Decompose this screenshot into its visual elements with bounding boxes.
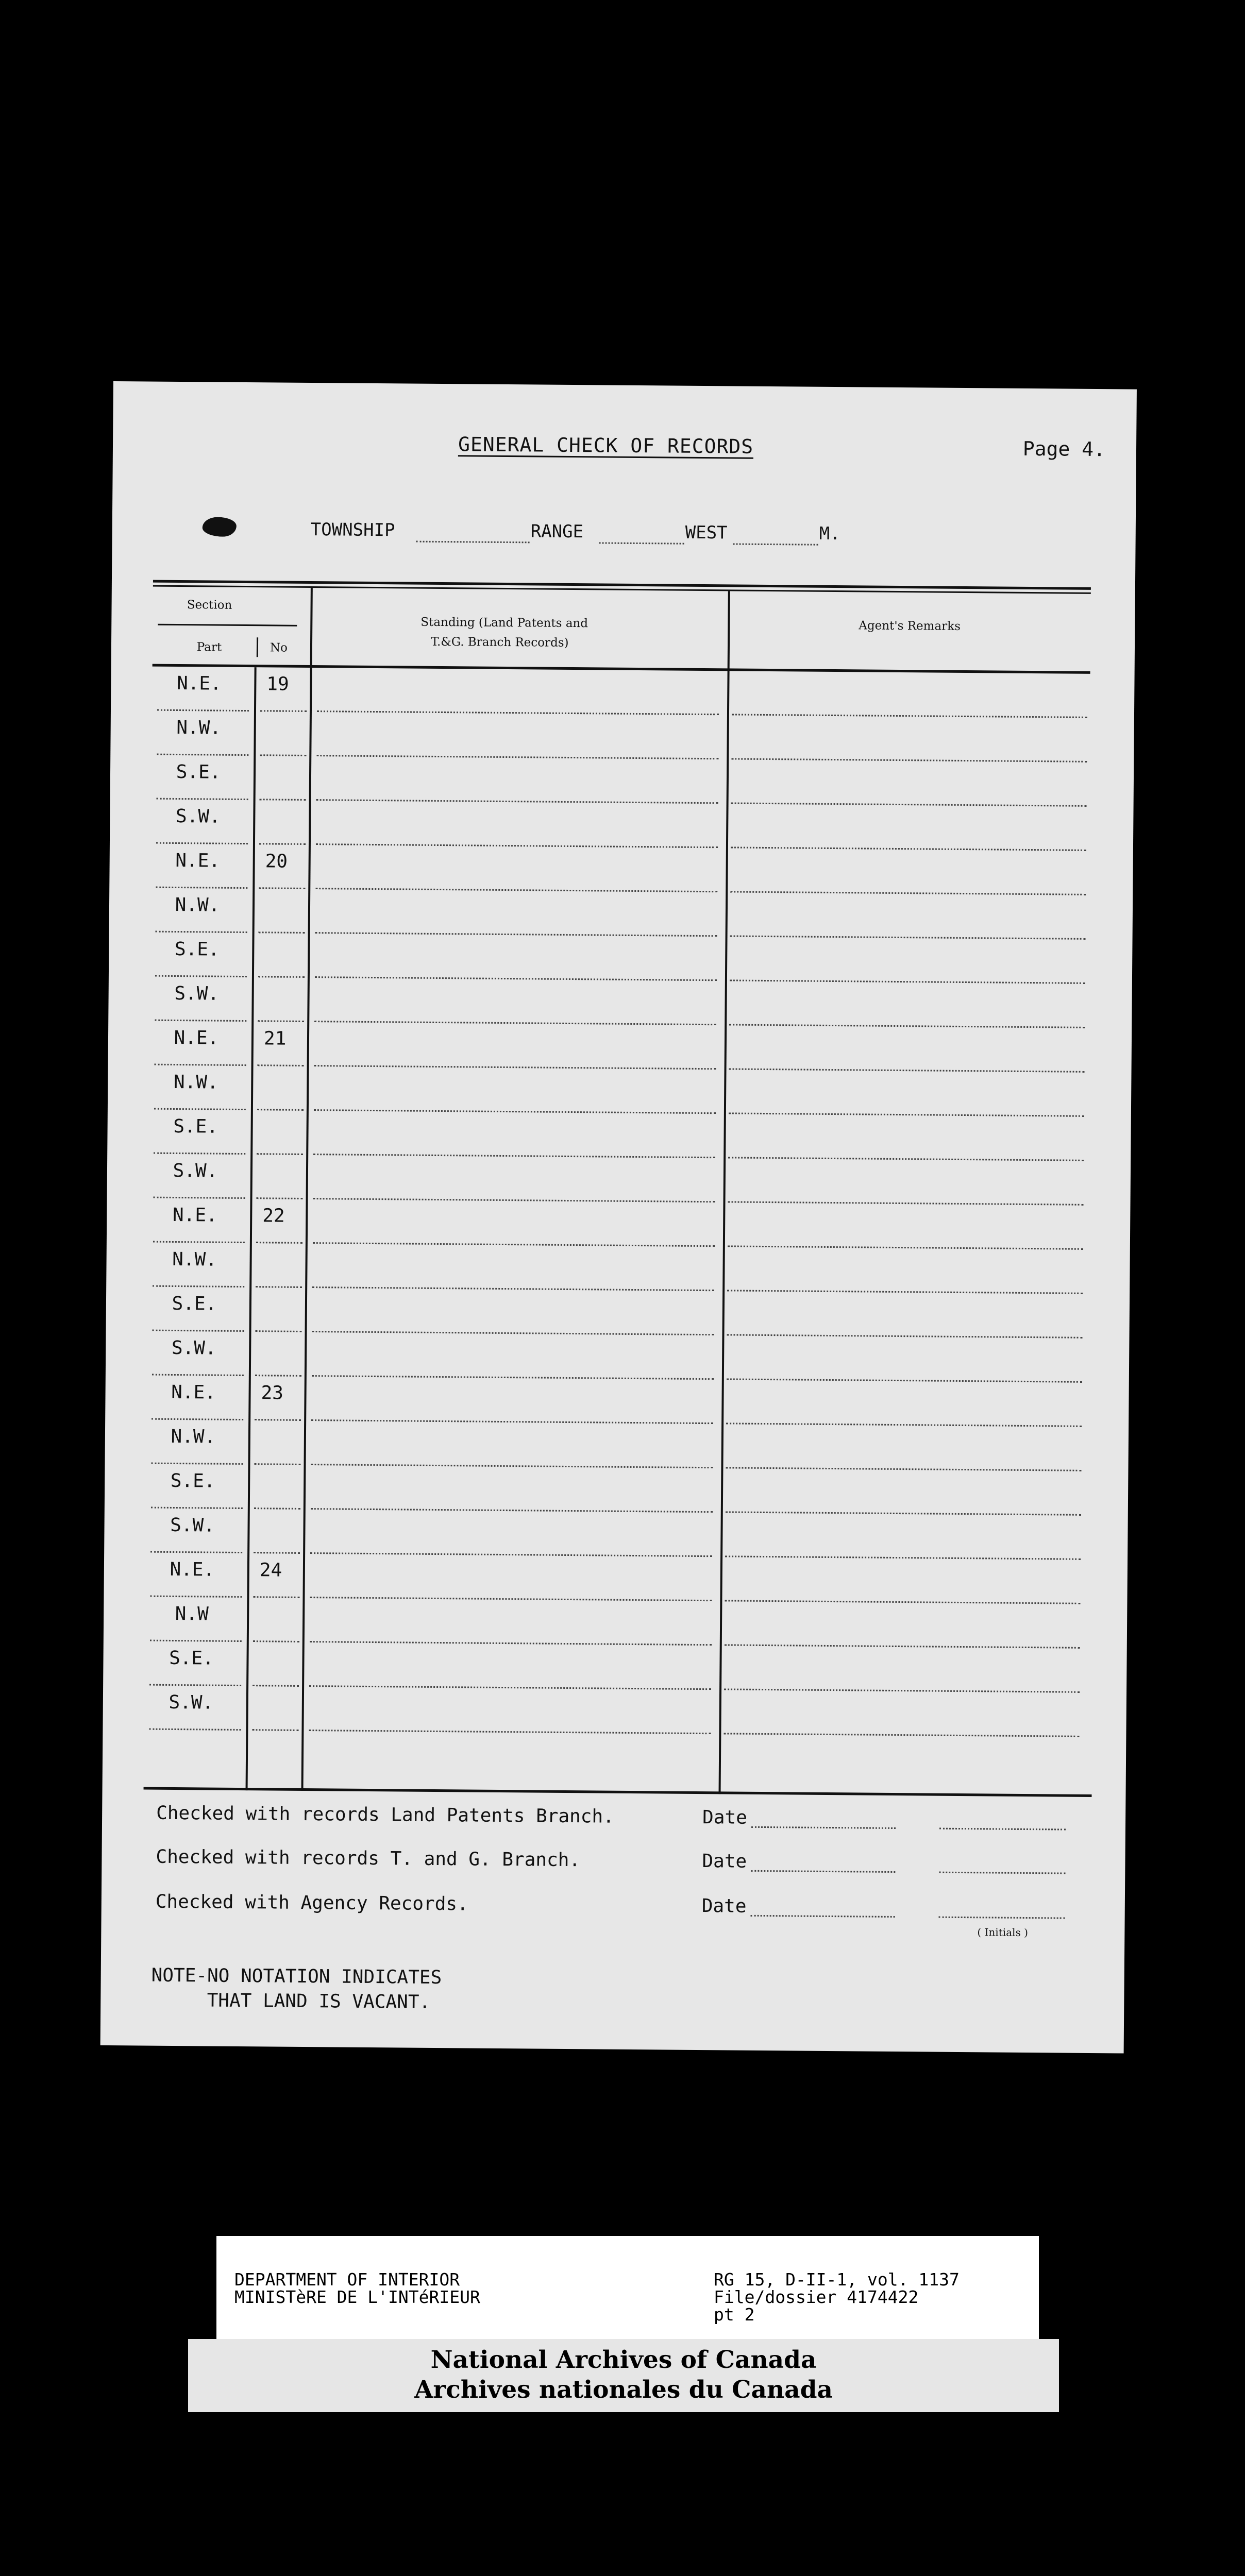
archive-reference-label: [216, 2236, 1039, 2339]
table-row: [147, 1287, 1086, 1338]
row-part: S.W.: [171, 1337, 216, 1359]
check-line-tg: Checked with records T. and G. Branch.: [156, 1846, 581, 1871]
table-row: [145, 1597, 1083, 1649]
row-section-no: 23: [261, 1382, 284, 1404]
row-part: S.W.: [173, 1160, 218, 1182]
row-section-no: 20: [265, 851, 288, 872]
row-part: N.W.: [173, 1071, 218, 1093]
table-row: [145, 1509, 1084, 1560]
row-section-no: 22: [262, 1205, 285, 1227]
remarks-header: Agent's Remarks: [859, 619, 961, 633]
initials-field-tg: [939, 1872, 1065, 1874]
table-row: [152, 755, 1090, 807]
row-part: N.E.: [171, 1381, 216, 1403]
row-part: N.E.: [176, 672, 222, 694]
reference-line-3: pt 2: [714, 2304, 755, 2325]
date-field-agency: [751, 1915, 895, 1918]
archives-name-en: National Archives of Canada: [430, 2346, 817, 2374]
table-row: [149, 1021, 1088, 1073]
range-field: [599, 542, 684, 544]
row-part: N.W.: [176, 717, 222, 739]
reference-line-2: File/dossier 4174422: [714, 2287, 919, 2307]
check-date-label-agency: Date: [701, 1895, 747, 1917]
no-header: No: [270, 641, 288, 655]
row-part: N.W.: [172, 1248, 217, 1270]
check-line-patents: Checked with records Land Patents Branch.: [156, 1802, 614, 1827]
row-standing-line: [309, 1730, 711, 1734]
row-part: N.E.: [172, 1204, 217, 1226]
row-part: N.E.: [174, 1027, 219, 1049]
row-part: S.E.: [174, 938, 220, 960]
department-names: [234, 2271, 480, 2306]
record-form-sheet: [100, 381, 1137, 2053]
table-row: [148, 1198, 1086, 1250]
row-part: S.E.: [173, 1115, 218, 1138]
part-no-divider: [257, 637, 258, 657]
meridian-label: M.: [819, 523, 840, 545]
check-line-agency: Checked with Agency Records.: [155, 1891, 468, 1915]
department-en: DEPARTMENT OF INTERIOR: [234, 2269, 460, 2290]
table-row: [150, 888, 1089, 940]
page-number: Page 4.: [1022, 437, 1106, 461]
row-part: S.W.: [169, 1691, 214, 1714]
row-part: S.E.: [172, 1293, 217, 1315]
row-part: S.W.: [170, 1514, 215, 1536]
initials-field-agency: [939, 1917, 1065, 1919]
reference-line-1: RG 15, D-II-1, vol. 1137: [714, 2269, 960, 2290]
row-section-no: 19: [266, 673, 289, 695]
west-label: WEST: [685, 522, 728, 544]
row-part: N.W.: [171, 1426, 216, 1448]
township-field: [416, 541, 530, 544]
note-line-1: NOTE-NO NOTATION INDICATES: [151, 1964, 442, 1989]
table-row: [151, 800, 1089, 851]
department-fr: MINISTèRE DE L'INTéRIEUR: [234, 2287, 480, 2307]
table-row: [144, 1641, 1083, 1693]
archive-reference: [714, 2271, 960, 2324]
row-part: N.W: [175, 1603, 209, 1625]
form-title: GENERAL CHECK OF RECORDS: [458, 433, 754, 458]
row-part: S.E.: [169, 1647, 214, 1669]
row-part: S.W.: [175, 805, 221, 827]
check-date-label-patents: Date: [702, 1807, 748, 1828]
row-section-no: 21: [263, 1028, 287, 1049]
table-row: [149, 1065, 1087, 1117]
table-row: [150, 933, 1088, 984]
section-divider: [158, 624, 297, 626]
standing-header-line2: T.&G. Branch Records): [430, 635, 569, 650]
row-part: S.E.: [176, 761, 221, 783]
archives-name-fr: Archives nationales du Canada: [414, 2376, 833, 2404]
standing-header-line1: Standing (Land Patents and: [420, 615, 588, 631]
archives-banner: [188, 2339, 1059, 2412]
table-row: [152, 667, 1090, 718]
section-header: Section: [187, 598, 232, 612]
row-part: S.E.: [170, 1470, 215, 1492]
table-row: [150, 844, 1089, 895]
ink-blot: [203, 517, 237, 537]
table-row: [145, 1553, 1083, 1604]
table-row: [146, 1420, 1084, 1471]
table-row: [147, 1331, 1085, 1383]
row-no-line: [252, 1729, 298, 1731]
part-header: Part: [196, 640, 222, 654]
date-field-patents: [751, 1826, 896, 1829]
table-row: [144, 1686, 1082, 1737]
row-part: N.W.: [175, 894, 220, 916]
table-row: [148, 1110, 1087, 1161]
row-part: N.E.: [170, 1558, 215, 1581]
row-part: N.E.: [175, 850, 221, 872]
table-bottom-rule: [144, 1787, 1092, 1797]
table-row: [147, 1243, 1086, 1294]
township-label: TOWNSHIP: [310, 519, 395, 541]
table-row: [152, 711, 1090, 762]
date-field-tg: [751, 1870, 895, 1873]
vacancy-note: [151, 1963, 442, 2015]
row-part-line: [149, 1728, 241, 1731]
initials-caption: ( Initials ): [977, 1926, 1029, 1939]
initials-field-patents: [939, 1828, 1066, 1831]
row-remarks-line: [724, 1733, 1079, 1737]
table-row: [148, 1154, 1087, 1206]
west-field: [733, 543, 818, 545]
check-date-label-tg: Date: [702, 1851, 747, 1872]
row-part: S.W.: [174, 982, 220, 1005]
table-row: [149, 977, 1088, 1028]
note-line-2: THAT LAND IS VACANT.: [151, 1989, 431, 2013]
row-section-no: 24: [259, 1560, 282, 1581]
range-label: RANGE: [530, 521, 584, 543]
table-row: [146, 1464, 1084, 1516]
table-row: [146, 1376, 1085, 1427]
